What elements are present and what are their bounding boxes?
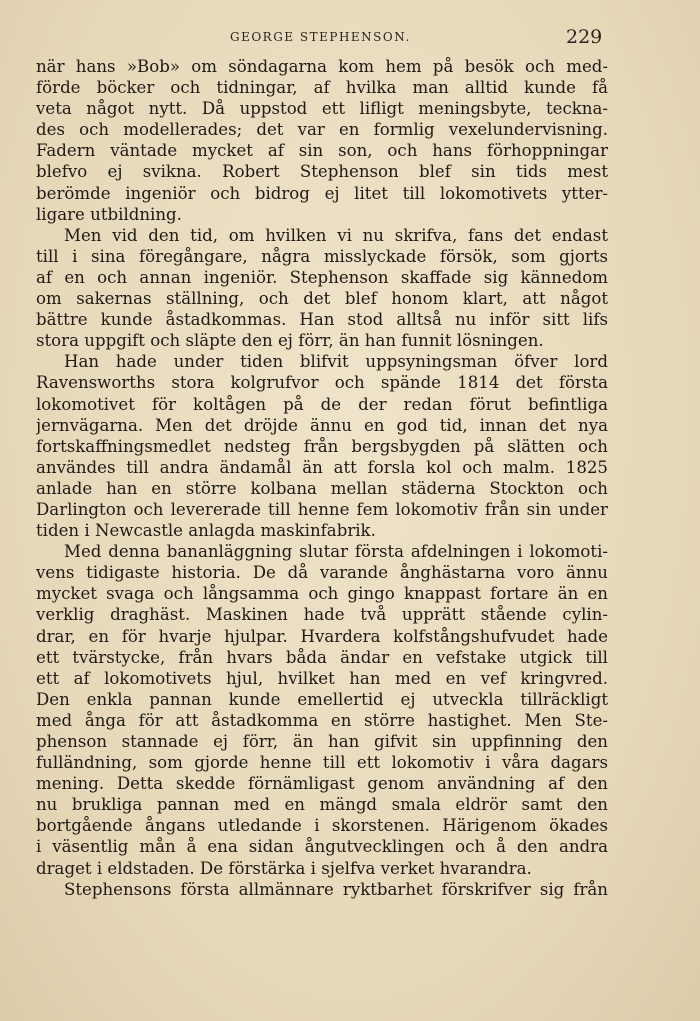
text-line: Med denna bananläggning slutar första afdelningen i lokomoti-	[64, 542, 608, 562]
text-line: tiden i Newcastle anlagda maskinfabrik.	[36, 521, 376, 541]
text-line: ett tvärstycke, från hvars båda ändar en vefstake utgick till	[36, 647, 608, 667]
text-line: fulländning, som gjorde henne till ett lokomotiv i våra dagars	[36, 753, 608, 773]
body-text	[36, 56, 608, 900]
text-line: verklig draghäst. Maskinen hade två upprätt stående cylin-	[36, 605, 608, 625]
text-line: af en och annan ingeniör. Stephenson skaffade sig kännedom	[36, 267, 608, 287]
text-line: jernvägarna. Men det dröjde ännu en god tid, innan det nya	[36, 415, 608, 435]
text-line: berömde ingeniör och bidrog ej litet till lokomotivets ytter-	[36, 183, 608, 203]
text-line: mycket svaga och långsamma och gingo knappast fortare än en	[36, 584, 608, 604]
text-line: mening. Detta skedde förnämligast genom användning af den	[36, 774, 608, 794]
text-line: veta något nytt. Då uppstod ett lifligt meningsbyte, teckna-	[36, 99, 608, 119]
text-line: drar, en för hvarje hjulpar. Hvardera kolfstångshufvudet hade	[36, 626, 608, 646]
text-line: fortskaffningsmedlet nedsteg från bergsbygden på slätten och	[36, 436, 608, 456]
page-number: 229	[566, 26, 603, 48]
text-line: bättre kunde åstadkommas. Han stod alltså nu inför sitt lifs	[36, 310, 608, 330]
text-line: bortgående ångans utledande i skorstenen. Härigenom ökades	[36, 816, 608, 836]
text-line: des och modellerades; det var en formlig vexelundervisning.	[36, 120, 608, 140]
text-line: användes till andra ändamål än att forsla kol och malm. 1825	[36, 457, 608, 477]
text-line: vens tidigaste historia. De då varande ånghästarna voro ännu	[36, 563, 608, 583]
text-line: Men vid den tid, om hvilken vi nu skrifva, fans det endast	[64, 225, 608, 245]
text-line: när hans »Bob» om söndagarna kom hem på besök och med-	[36, 57, 608, 76]
text-line: i väsentlig mån å ena sidan ångutvecklingen och å den andra	[36, 837, 608, 857]
text-line: Den enkla pannan kunde emellertid ej utveckla tillräckligt	[36, 689, 608, 709]
text-line: ett af lokomotivets hjul, hvilket han med en vef kringvred.	[36, 668, 608, 688]
text-line: Ravensworths stora kolgrufvor och spände 1814 det första	[36, 373, 608, 393]
text-line: om sakernas ställning, och det blef honom klart, att något	[36, 289, 608, 309]
text-line: lokomotivet för koltågen på de der redan förut befintliga	[36, 394, 608, 414]
running-head-title: GEORGE STEPHENSON.	[230, 30, 411, 44]
text-line: Han hade under tiden blifvit uppsyningsman öfver lord	[64, 352, 608, 372]
text-line: med ånga för att åstadkomma en större hastighet. Men Ste-	[36, 710, 608, 730]
text-line: nu brukliga pannan med en mängd smala eldrör samt den	[36, 795, 608, 815]
text-line: blefvo ej svikna. Robert Stephenson blef sin tids mest	[36, 162, 608, 182]
text-line: draget i eldstaden. De förstärka i sjelfva verket hvarandra.	[36, 858, 532, 878]
text-line: Fadern väntade mycket af sin son, och hans förhoppningar	[36, 141, 608, 161]
text-line: till i sina föregångare, några misslyckade försök, som gjorts	[36, 246, 608, 266]
text-line: anlade han en större kolbana mellan städerna Stockton och	[36, 478, 608, 498]
text-line: ligare utbildning.	[36, 204, 182, 224]
text-line: phenson stannade ej förr, än han gifvit sin uppfinning den	[36, 732, 608, 751]
text-line: stora uppgift och släpte den ej förr, än han funnit lösningen.	[36, 331, 544, 351]
text-line: Darlington och levererade till henne fem lokomotiv från sin under	[36, 499, 608, 519]
text-line: förde böcker och tidningar, af hvilka man alltid kunde få	[36, 78, 608, 98]
text-line: Stephensons första allmännare ryktbarhet förskrifver sig från	[64, 879, 608, 899]
